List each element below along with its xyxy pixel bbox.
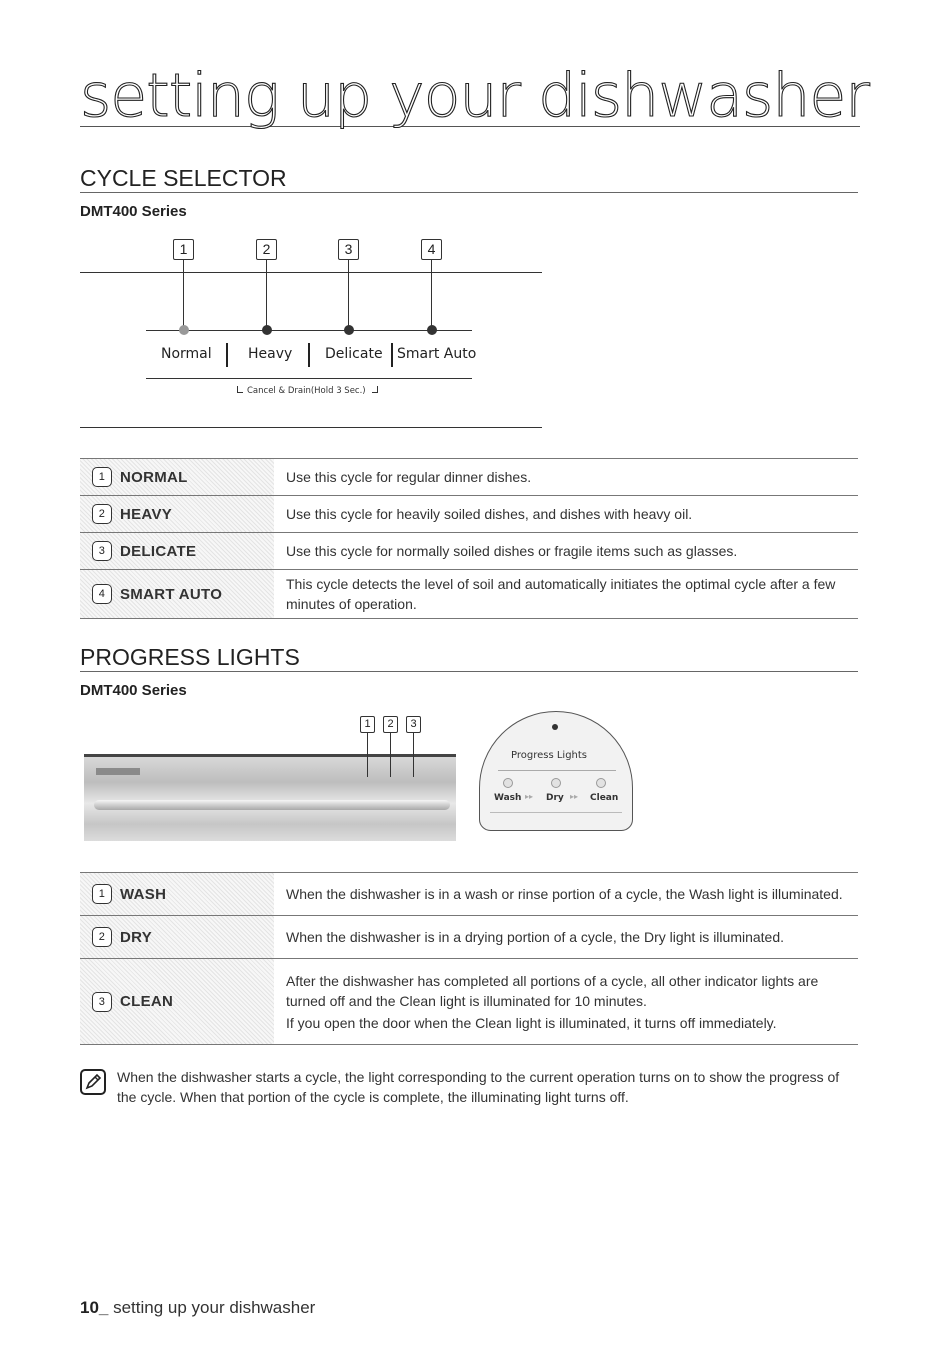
indicator-dot-heavy (262, 325, 272, 335)
row-title: DELICATE (120, 542, 197, 560)
row-header (80, 533, 274, 569)
power-indicator (552, 724, 558, 730)
callout-number: 1 (360, 716, 375, 733)
row-header (80, 873, 274, 915)
row-title: NORMAL (120, 468, 188, 486)
callout-line (367, 733, 368, 777)
wash-light (503, 778, 513, 788)
row-title: DRY (120, 928, 153, 946)
cycle-button-normal[interactable]: Normal (161, 346, 212, 362)
cycle-button-delicate[interactable]: Delicate (325, 346, 383, 362)
row-title: WASH (120, 885, 167, 903)
note-text: When the dishwasher starts a cycle, the light corresponding to the current operation turns on to show the progress of the cycle. When that portion of the cycle is complete, the illuminating light turns off. (117, 1069, 840, 1105)
row-description: When the dishwasher is in a wash or rinse portion of a cycle, the Wash light is illuminated. (286, 886, 843, 902)
clean-light (596, 778, 606, 788)
progress-lights-zoom-panel (479, 711, 633, 831)
table-row (80, 533, 858, 570)
row-description: Use this cycle for regular dinner dishes. (286, 469, 532, 485)
panel-top-line (80, 272, 542, 273)
callout-number: 2 (256, 239, 277, 260)
selector-track-line (146, 330, 472, 331)
separator (226, 343, 228, 367)
separator (308, 343, 310, 367)
panel-bottom-line (80, 427, 542, 428)
divider (490, 812, 622, 813)
row-description: After the dishwasher has completed all portions of a cycle, all other indicator lights are turned off and the Clean light is illuminated for 10 minutes. If you open the door when the Clean light is illuminated, it turns off immediately. (286, 972, 819, 1031)
callout-line (266, 260, 267, 326)
number-badge: 3 (92, 992, 112, 1012)
indicator-dot-smart-auto (427, 325, 437, 335)
row-header (80, 916, 274, 958)
callout-number: 2 (383, 716, 398, 733)
row-title: SMART AUTO (120, 585, 223, 603)
table-row (80, 459, 858, 496)
row-description: When the dishwasher is in a drying portion of a cycle, the Dry light is illuminated. (286, 929, 785, 945)
callout-number: 1 (173, 239, 194, 260)
footer-text: setting up your dishwasher (108, 1298, 316, 1317)
table-row (80, 873, 858, 916)
number-badge: 3 (92, 541, 112, 561)
number-badge: 2 (92, 927, 112, 947)
row-title: CLEAN (120, 993, 174, 1010)
number-badge: 2 (92, 504, 112, 524)
number-badge: 1 (92, 467, 112, 487)
selector-bottom-line (146, 378, 472, 379)
page-title: setting up your dishwasher (80, 61, 869, 131)
note-pencil-icon (80, 1069, 106, 1095)
number-badge: 1 (92, 884, 112, 904)
table-row (80, 496, 858, 533)
row-header (80, 570, 274, 618)
clean-label: Clean (590, 793, 619, 803)
door-handle (94, 800, 450, 810)
page-footer (80, 1298, 315, 1318)
dry-light (551, 778, 561, 788)
cycle-table (80, 458, 858, 619)
callout-number: 4 (421, 239, 442, 260)
cycle-selector-series: DMT400 Series (80, 203, 187, 220)
separator (391, 343, 393, 367)
table-row (80, 959, 858, 1045)
callout-number: 3 (338, 239, 359, 260)
table-row (80, 570, 858, 619)
divider (498, 770, 616, 771)
dry-label: Dry (546, 793, 564, 803)
cycle-button-smart-auto[interactable]: Smart Auto (397, 346, 477, 362)
table-row (80, 916, 858, 959)
bracket-left-icon (237, 386, 243, 393)
page-number: 10_ (80, 1298, 109, 1317)
callout-line (390, 733, 391, 777)
progress-lights-heading: PROGRESS LIGHTS (80, 644, 858, 672)
row-title: HEAVY (120, 505, 173, 523)
row-header (80, 959, 274, 1044)
arrow-icon: ▸▸ (570, 792, 579, 801)
brand-logo (96, 768, 140, 775)
row-description: Use this cycle for heavily soiled dishes, and dishes with heavy oil. (286, 506, 693, 522)
number-badge: 4 (92, 584, 112, 604)
row-description: Use this cycle for normally soiled dishes or fragile items such as glasses. (286, 543, 738, 559)
indicator-dot-delicate (344, 325, 354, 335)
callout-line (431, 260, 432, 326)
wash-label: Wash (494, 793, 522, 803)
progress-lights-table (80, 872, 858, 1045)
cycle-selector-heading: CYCLE SELECTOR (80, 165, 858, 193)
bracket-right-icon (372, 386, 378, 393)
row-description: This cycle detects the level of soil and automatically initiates the optimal cycle after a few minutes of operation. (286, 576, 836, 612)
callout-line (348, 260, 349, 326)
cycle-button-heavy[interactable]: Heavy (248, 346, 293, 362)
callout-number: 3 (406, 716, 421, 733)
panel-title: Progress Lights (511, 750, 588, 761)
callout-line (413, 733, 414, 777)
row-header (80, 496, 274, 532)
cancel-drain-note: Cancel & Drain(Hold 3 Sec.) (247, 386, 366, 396)
arrow-icon: ▸▸ (525, 792, 534, 801)
callout-line (183, 260, 184, 326)
indicator-dot-normal (179, 325, 189, 335)
progress-lights-series: DMT400 Series (80, 682, 187, 699)
row-header (80, 459, 274, 495)
